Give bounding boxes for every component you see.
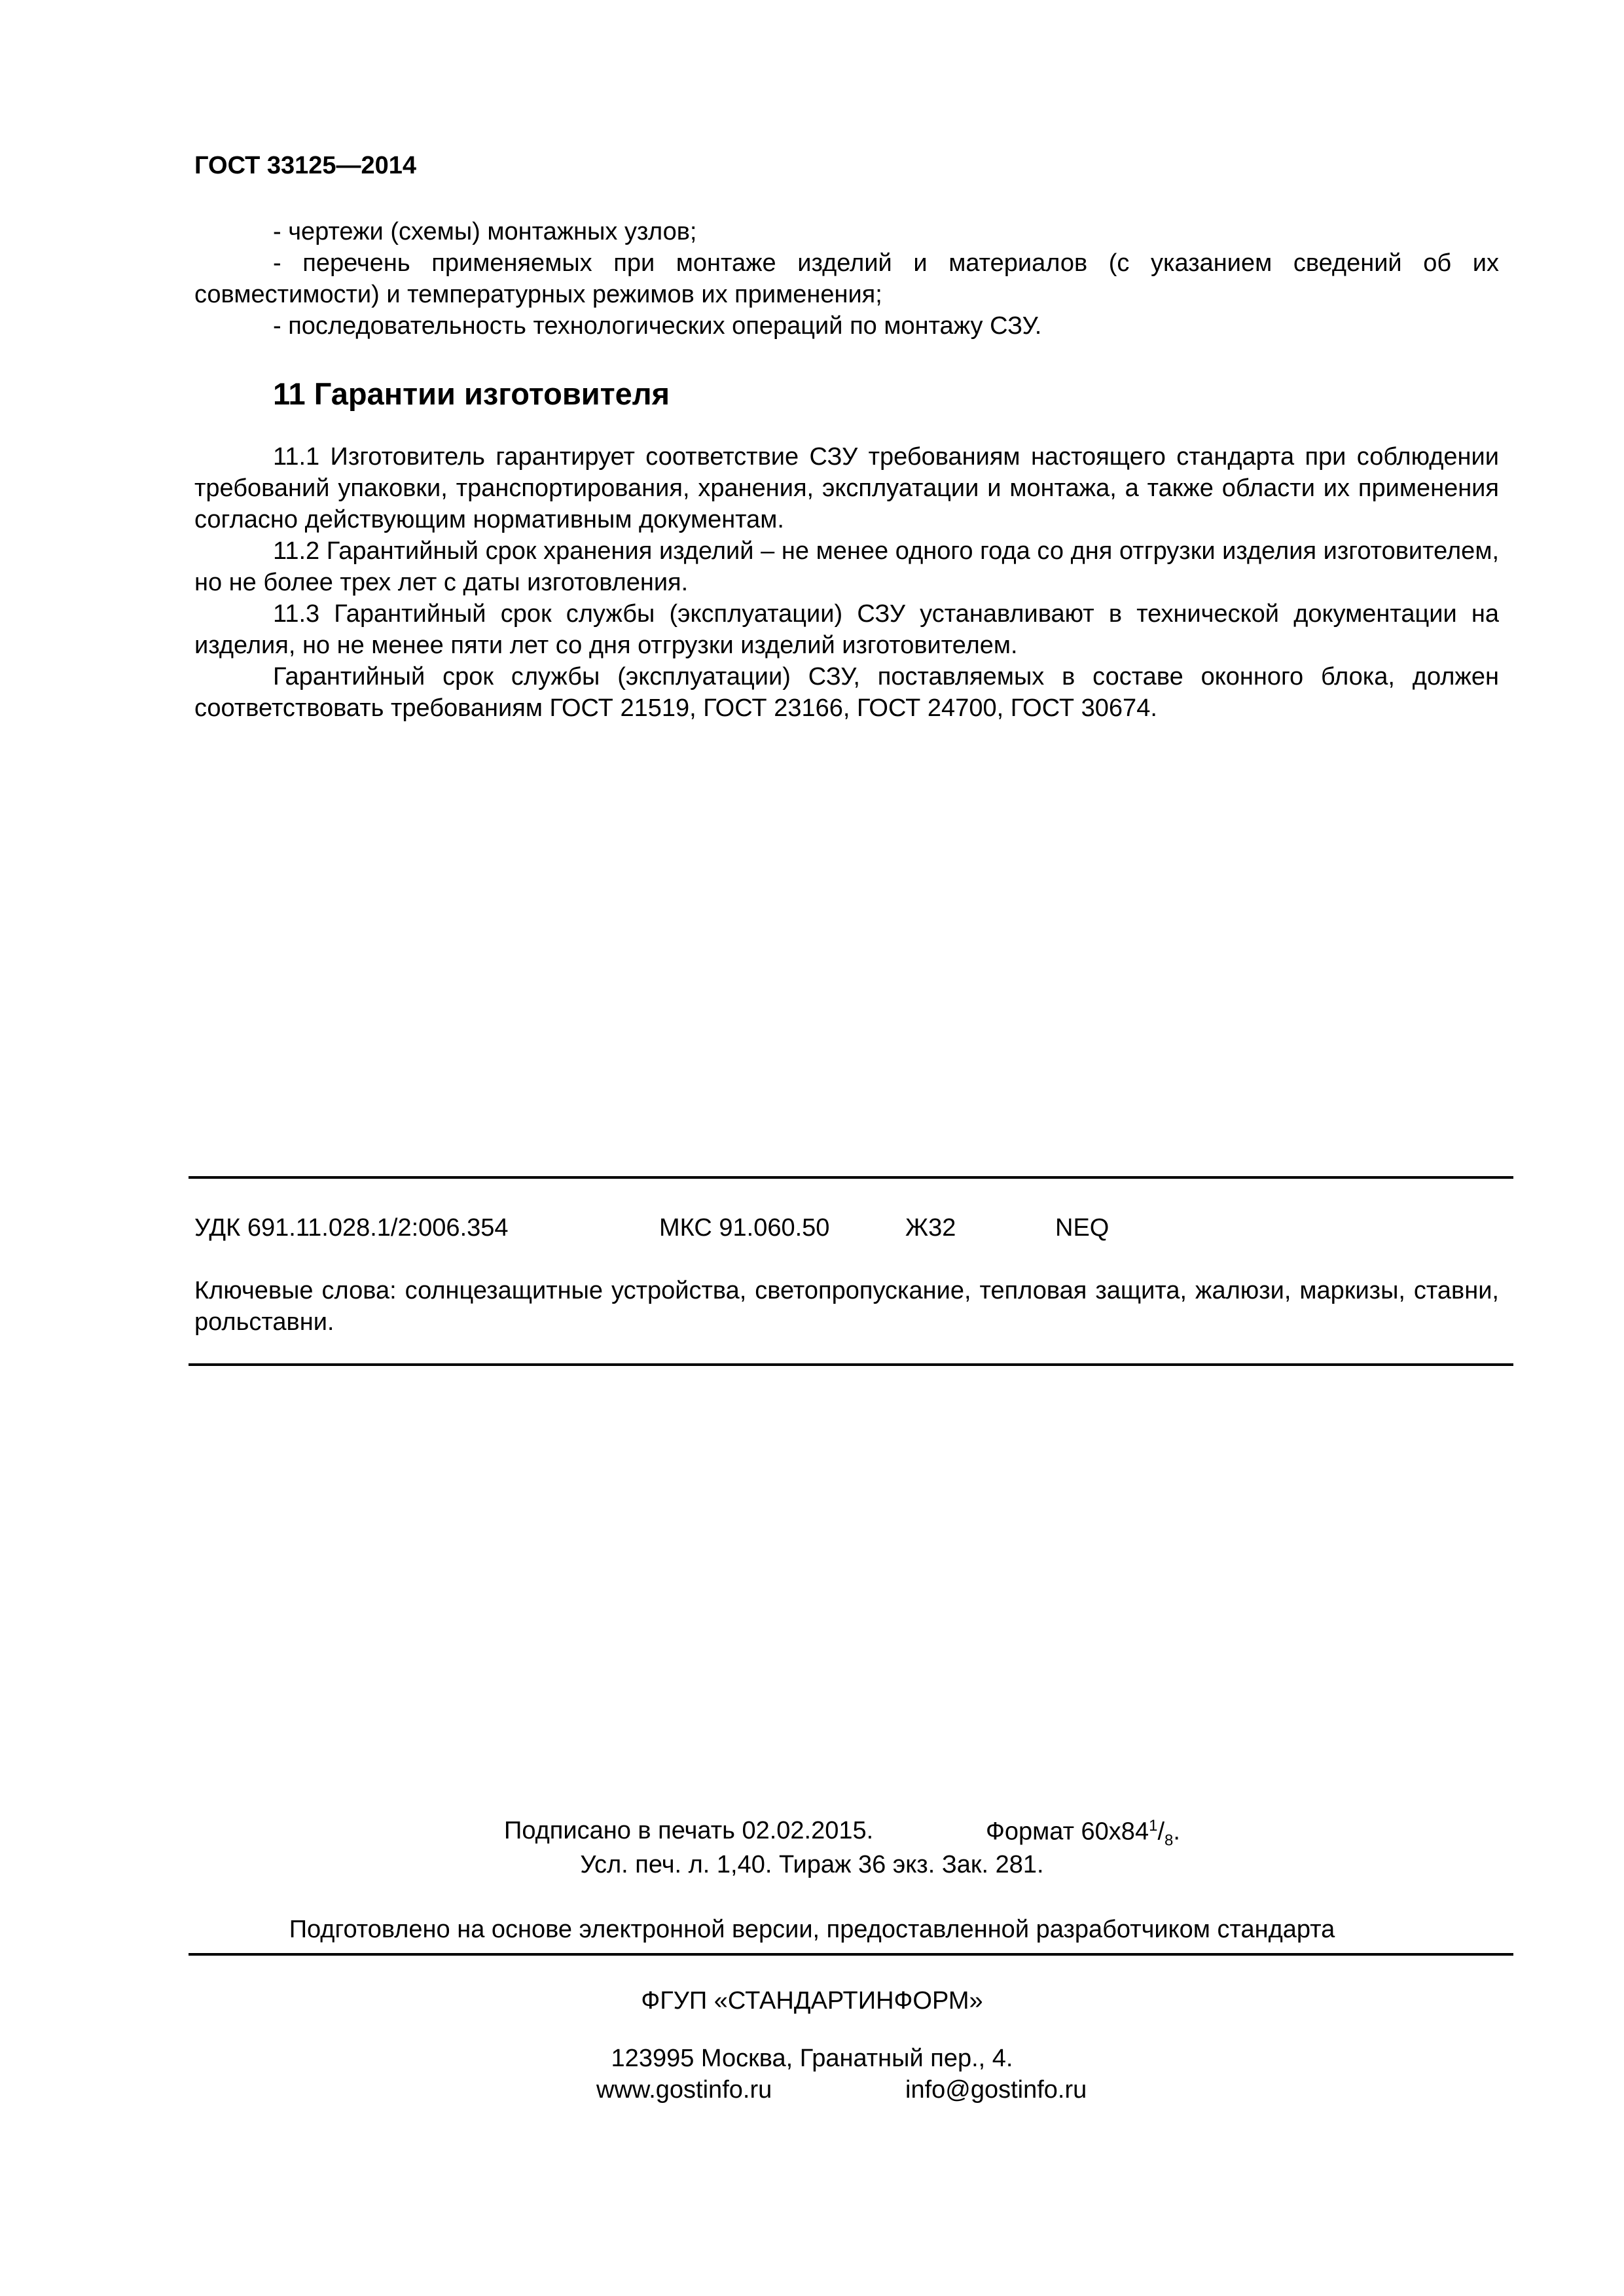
udk-code: УДК 691.11.028.1/2:006.354 bbox=[194, 1214, 509, 1242]
list-item: - перечень применяемых при монтаже изделий и материалов (с указанием сведений об их совместимости) и температурных режимов их применения; bbox=[194, 249, 1499, 308]
signed-date: Подписано в печать 02.02.2015. bbox=[504, 1817, 874, 1844]
paragraph-warranty: Гарантийный срок службы (эксплуатации) СЗУ, поставляемых в составе оконного блока, должен соответствовать требованиям ГОСТ 21519, ГОСТ 23166, ГОСТ 24700, ГОСТ 30674. bbox=[194, 663, 1499, 722]
publisher-address: 123995 Москва, Гранатный пер., 4. bbox=[611, 2045, 1013, 2072]
publisher-name: ФГУП «СТАНДАРТИНФОРМ» bbox=[641, 1987, 983, 2015]
divider-middle bbox=[189, 1363, 1513, 1366]
list-block bbox=[194, 216, 1499, 342]
keywords: Ключевые слова: солнцезащитные устройства, светопропускание, тепловая защита, жалюзи, маркизы, ставни, рольставни. bbox=[194, 1277, 1499, 1336]
divider-top bbox=[189, 1176, 1513, 1179]
paragraph-11-3: 11.3 Гарантийный срок службы (эксплуатации) СЗУ устанавливают в технической документации на изделия, но не менее пяти лет со дня отгрузки изделий изготовителем. bbox=[194, 600, 1499, 659]
section-body bbox=[194, 441, 1499, 724]
document-code: ГОСТ 33125—2014 bbox=[194, 152, 417, 179]
equivalence-code: NEQ bbox=[1055, 1214, 1110, 1242]
classification-code: Ж32 bbox=[905, 1214, 956, 1242]
website-link[interactable]: www.gostinfo.ru bbox=[596, 2076, 772, 2104]
paragraph-11-2: 11.2 Гарантийный срок хранения изделий – не менее одного года со дня отгрузки изделия изготовителем, но не более трех лет с даты изготовления. bbox=[194, 537, 1499, 596]
email-link[interactable]: info@gostinfo.ru bbox=[905, 2076, 1087, 2104]
list-item: - чертежи (схемы) монтажных узлов; bbox=[273, 218, 697, 245]
print-info: Усл. печ. л. 1,40. Тираж 36 экз. Зак. 281. bbox=[580, 1851, 1044, 1878]
section-title: 11 Гарантии изготовителя bbox=[273, 376, 670, 411]
divider-bottom bbox=[189, 1953, 1513, 1956]
prepared-note: Подготовлено на основе электронной версии, предоставленной разработчиком стандарта bbox=[289, 1916, 1335, 1943]
format-info: Формат $60х84^1/_8$. bbox=[986, 1817, 1180, 1850]
mks-code: МКС 91.060.50 bbox=[659, 1214, 830, 1242]
list-item: - последовательность технологических операций по монтажу СЗУ. bbox=[273, 312, 1042, 340]
paragraph-11-1: 11.1 Изготовитель гарантирует соответствие СЗУ требованиям настоящего стандарта при соблюдении требований упаковки, транспортирования, хранения, эксплуатации и монтажа, а также области их применения согласно действующим нормативным документам. bbox=[194, 443, 1499, 533]
